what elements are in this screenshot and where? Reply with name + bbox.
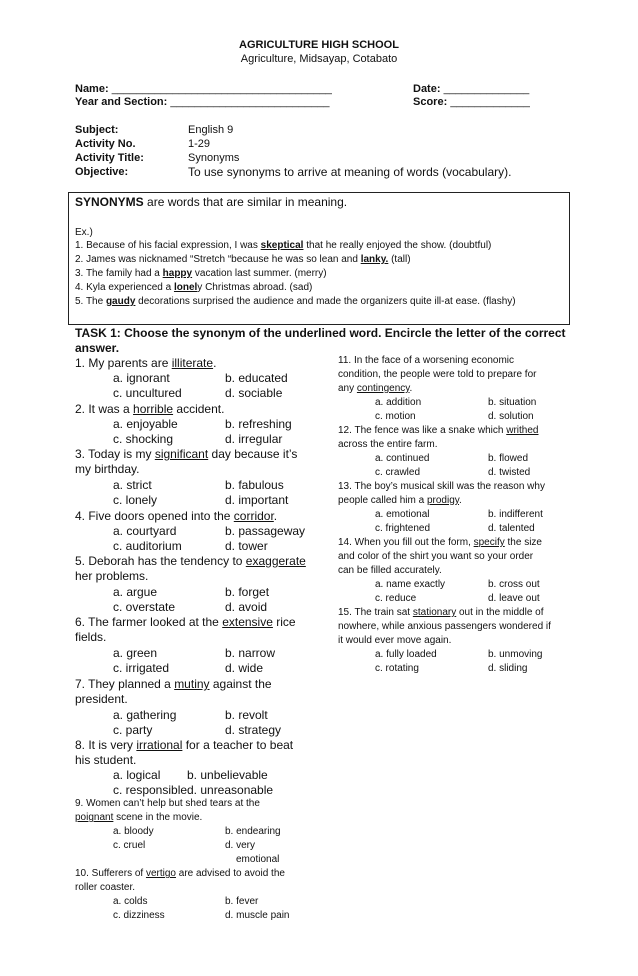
example-item bbox=[75, 282, 312, 293]
stem-pre: 14. When you fill out the form, bbox=[338, 537, 474, 548]
choice-a[interactable]: a. courtyard bbox=[113, 524, 177, 538]
target-word: stationary bbox=[412, 607, 457, 618]
question-stem-cont: her problems. bbox=[75, 569, 149, 583]
stem-pre: people called him a bbox=[338, 495, 427, 506]
question-stem bbox=[338, 607, 544, 618]
example-label: Ex.) bbox=[75, 227, 93, 238]
question-stem bbox=[75, 738, 293, 752]
choice-a[interactable]: a. enjoyable bbox=[113, 417, 178, 431]
choice-c[interactable]: c. shocking bbox=[113, 432, 174, 446]
example-word: gaudy bbox=[105, 296, 136, 307]
objective-value: To use synonyms to arrive at meaning of words (vocabulary). bbox=[188, 165, 512, 179]
target-word: specify bbox=[473, 537, 505, 548]
stem-pre: 1. My parents are bbox=[75, 356, 172, 370]
question-stem bbox=[75, 615, 296, 629]
choice-d[interactable]: d. wide bbox=[225, 661, 264, 675]
choice-c[interactable]: c. frightened bbox=[375, 523, 431, 534]
choice-d[interactable]: d. strategy bbox=[225, 723, 282, 737]
choice-a[interactable]: a. colds bbox=[113, 896, 148, 907]
choice-d-cont: emotional bbox=[236, 854, 280, 865]
stem-post: for a teacher to beat bbox=[182, 738, 294, 752]
stem-post: out in the middle of bbox=[456, 607, 544, 618]
choice-a[interactable]: a. ignorant bbox=[113, 371, 170, 385]
choice-b[interactable]: b. revolt bbox=[225, 708, 268, 722]
choice-c[interactable]: c. auditorium bbox=[113, 539, 182, 553]
stem-post: day because it’s bbox=[208, 447, 298, 461]
choice-a[interactable]: a. continued bbox=[375, 453, 430, 464]
choice-d[interactable]: d. very bbox=[225, 840, 256, 851]
choice-c[interactable]: c. responsible bbox=[113, 783, 188, 797]
stem-pre: 12. The fence was like a snake which bbox=[338, 425, 507, 436]
choice-b[interactable]: b. narrow bbox=[225, 646, 276, 660]
question-stem: 9. Women can’t help but shed tears at the bbox=[75, 798, 260, 809]
choice-d[interactable]: d. talented bbox=[488, 523, 535, 534]
definition-term: SYNONYMS bbox=[75, 195, 144, 209]
question-stem-cont: nowhere, while anxious passengers wondered if bbox=[338, 621, 551, 632]
question-stem-cont: and color of the shirt you want so your order bbox=[338, 551, 534, 562]
objective-label: Objective: bbox=[75, 166, 129, 178]
choice-d[interactable]: d. avoid bbox=[225, 600, 268, 614]
example-pre: 4. Kyla experienced a bbox=[75, 282, 174, 293]
target-word: significant bbox=[154, 447, 209, 461]
question-stem-cont bbox=[75, 812, 202, 823]
question-stem bbox=[75, 509, 277, 523]
name-row bbox=[75, 83, 332, 95]
date-label: Date: bbox=[413, 83, 441, 95]
stem-pre: any bbox=[338, 383, 357, 394]
choice-a[interactable]: a. strict bbox=[113, 478, 152, 492]
score-row bbox=[413, 96, 530, 108]
score-label: Score: bbox=[413, 96, 448, 108]
year-row bbox=[75, 96, 329, 108]
question-stem bbox=[75, 356, 216, 370]
choice-a[interactable]: a. name exactly bbox=[375, 579, 446, 590]
choice-b[interactable]: b. flowed bbox=[488, 453, 529, 464]
question-stem-cont: president. bbox=[75, 692, 128, 706]
choice-d[interactable]: d. unreasonable bbox=[187, 783, 274, 797]
stem-post: against the bbox=[209, 677, 272, 691]
target-word: writhed bbox=[506, 425, 539, 436]
activity-no-value: 1-29 bbox=[188, 138, 211, 150]
choice-b[interactable]: b. unbelievable bbox=[187, 768, 268, 782]
task-title-cont: answer. bbox=[75, 341, 120, 355]
choice-c[interactable]: c. lonely bbox=[113, 493, 158, 507]
question-stem bbox=[75, 554, 306, 568]
choice-d[interactable]: d. irregular bbox=[225, 432, 283, 446]
choice-c[interactable]: c. overstate bbox=[113, 600, 176, 614]
example-pre: 3. The family had a bbox=[75, 268, 163, 279]
target-word: contingency bbox=[356, 383, 410, 394]
choice-b[interactable]: b. unmoving bbox=[488, 649, 543, 660]
example-post: decorations surprised the audience and made the organizers quite ill-at ease. (flashy) bbox=[135, 296, 516, 307]
year-line[interactable]: __________________________ bbox=[170, 96, 330, 108]
date-line[interactable]: ______________ bbox=[443, 83, 530, 95]
question-stem-cont: can be filled accurately. bbox=[338, 565, 442, 576]
question-stem bbox=[75, 868, 285, 879]
activity-title-label: Activity Title: bbox=[75, 152, 144, 164]
score-line[interactable]: _____________ bbox=[450, 96, 530, 108]
choice-c[interactable]: c. rotating bbox=[375, 663, 419, 674]
question-stem bbox=[75, 402, 224, 416]
choice-a[interactable]: a. bloody bbox=[113, 826, 154, 837]
example-word: lonel bbox=[173, 282, 198, 293]
question-stem-cont: it would ever move again. bbox=[338, 635, 452, 646]
target-word: mutiny bbox=[174, 677, 210, 691]
definition-text: are words that are similar in meaning. bbox=[143, 195, 348, 209]
stem-post: rice bbox=[272, 615, 296, 629]
stem-pre: 2. It was a bbox=[75, 402, 134, 416]
definition-line bbox=[75, 195, 347, 209]
subject-label: Subject: bbox=[75, 124, 119, 136]
choice-a[interactable]: a. emotional bbox=[375, 509, 430, 520]
choice-d[interactable]: d. tower bbox=[225, 539, 268, 553]
choice-b[interactable]: b. situation bbox=[488, 397, 537, 408]
example-post: y Christmas abroad. (sad) bbox=[197, 282, 313, 293]
choice-d[interactable]: d. solution bbox=[488, 411, 534, 422]
choice-d[interactable]: d. muscle pain bbox=[225, 910, 290, 921]
question-stem-cont: my birthday. bbox=[75, 462, 140, 476]
target-word: poignant bbox=[75, 812, 114, 823]
example-item bbox=[75, 254, 411, 265]
stem-pre: 4. Five doors opened into the bbox=[75, 509, 234, 523]
name-line[interactable]: ____________________________________ bbox=[111, 83, 332, 95]
name-label: Name: bbox=[75, 83, 109, 95]
choice-b[interactable]: b. indifferent bbox=[488, 509, 543, 520]
target-word: exaggerate bbox=[245, 554, 306, 568]
choice-c[interactable]: c. party bbox=[113, 723, 153, 737]
choice-c[interactable]: c. dizziness bbox=[113, 910, 165, 921]
choice-b[interactable]: b. educated bbox=[225, 371, 288, 385]
school-name: AGRICULTURE HIGH SCHOOL bbox=[239, 39, 399, 51]
choice-a[interactable]: a. green bbox=[113, 646, 158, 660]
target-word: prodigy bbox=[426, 495, 460, 506]
question-stem-cont: roller coaster. bbox=[75, 882, 136, 893]
example-item bbox=[75, 296, 516, 307]
example-item bbox=[75, 268, 327, 279]
choice-d[interactable]: d. twisted bbox=[488, 467, 531, 478]
choice-a[interactable]: a. logical bbox=[113, 768, 161, 782]
example-pre: 2. James was nicknamed “Stretch “because he was so lean and bbox=[75, 254, 361, 265]
choice-c[interactable]: c. motion bbox=[375, 411, 416, 422]
choice-d[interactable]: d. sociable bbox=[225, 386, 283, 400]
example-post: (tall) bbox=[388, 254, 411, 265]
choice-c[interactable]: c. irrigated bbox=[113, 661, 170, 675]
target-word: vertigo bbox=[145, 868, 176, 879]
target-word: extensive bbox=[222, 615, 273, 629]
choice-c[interactable]: c. cruel bbox=[113, 840, 146, 851]
stem-pre: 15. The train sat bbox=[338, 607, 413, 618]
question-stem bbox=[75, 447, 297, 461]
stem-post: . bbox=[273, 509, 278, 523]
stem-post: . bbox=[213, 356, 217, 370]
activity-no-label: Activity No. bbox=[75, 138, 136, 150]
stem-pre: 8. It is very bbox=[75, 738, 137, 752]
choice-d[interactable]: d. important bbox=[225, 493, 289, 507]
target-word: horrible bbox=[133, 402, 174, 416]
stem-pre: 10. Sufferers of bbox=[75, 868, 146, 879]
stem-post: . bbox=[409, 383, 413, 394]
question-stem: 13. The boy’s musical skill was the reason why bbox=[338, 481, 545, 492]
subject-value: English 9 bbox=[188, 124, 234, 136]
choice-b[interactable]: b. passageway bbox=[225, 524, 306, 538]
stem-post: accident. bbox=[173, 402, 225, 416]
stem-pre: 6. The farmer looked at the bbox=[75, 615, 223, 629]
question-stem bbox=[75, 677, 272, 691]
choice-c[interactable]: c. crawled bbox=[375, 467, 421, 478]
choice-c[interactable]: c. uncultured bbox=[113, 386, 182, 400]
question-stem bbox=[338, 425, 539, 436]
question-stem-cont bbox=[338, 383, 412, 394]
example-word: skeptical bbox=[260, 240, 304, 251]
choice-c[interactable]: c. reduce bbox=[375, 593, 417, 604]
stem-post: scene in the movie. bbox=[113, 812, 203, 823]
school-address: Agriculture, Midsayap, Cotabato bbox=[240, 53, 398, 65]
example-word: happy bbox=[162, 268, 193, 279]
stem-pre: 3. Today is my bbox=[75, 447, 155, 461]
choice-b[interactable]: b. endearing bbox=[225, 826, 281, 837]
choice-d[interactable]: d. sliding bbox=[488, 663, 528, 674]
choice-d[interactable]: d. leave out bbox=[488, 593, 540, 604]
choice-b[interactable]: b. forget bbox=[225, 585, 270, 599]
choice-b[interactable]: b. refreshing bbox=[225, 417, 292, 431]
question-stem bbox=[338, 537, 542, 548]
stem-pre: 7. They planned a bbox=[75, 677, 175, 691]
question-stem: 11. In the face of a worsening economic bbox=[338, 355, 515, 366]
example-post: vacation last summer. (merry) bbox=[192, 268, 327, 279]
target-word: illiterate bbox=[171, 356, 214, 370]
example-pre: 5. The bbox=[75, 296, 106, 307]
stem-post: the size bbox=[504, 537, 542, 548]
task-title: TASK 1: Choose the synonym of the underlined word. Encircle the letter of the correct bbox=[75, 326, 566, 340]
choice-a[interactable]: a. addition bbox=[375, 397, 422, 408]
question-stem-cont: fields. bbox=[75, 630, 107, 644]
question-stem-cont: his student. bbox=[75, 753, 137, 767]
stem-pre: 5. Deborah has the tendency to bbox=[75, 554, 246, 568]
example-pre: 1. Because of his facial expression, I was bbox=[75, 240, 261, 251]
question-stem-cont bbox=[338, 495, 462, 506]
choice-a[interactable]: a. fully loaded bbox=[375, 649, 437, 660]
target-word: corridor bbox=[233, 509, 274, 523]
example-post: that he really enjoyed the show. (doubtful) bbox=[303, 240, 492, 251]
stem-post: . bbox=[459, 495, 462, 506]
year-label: Year and Section: bbox=[75, 96, 168, 108]
choice-b[interactable]: b. cross out bbox=[488, 579, 540, 590]
stem-post: are advised to avoid the bbox=[175, 868, 285, 879]
example-item bbox=[75, 240, 491, 251]
example-word: lanky. bbox=[360, 254, 389, 265]
question-stem-cont: across the entire farm. bbox=[338, 439, 438, 450]
question-stem-cont: condition, the people were told to prepare for bbox=[338, 369, 537, 380]
target-word: irrational bbox=[136, 738, 183, 752]
choice-a[interactable]: a. gathering bbox=[113, 708, 177, 722]
choice-a[interactable]: a. argue bbox=[113, 585, 158, 599]
activity-title-value: Synonyms bbox=[188, 152, 240, 164]
choice-b[interactable]: b. fever bbox=[225, 896, 259, 907]
date-row bbox=[413, 83, 529, 95]
choice-b[interactable]: b. fabulous bbox=[225, 478, 284, 492]
